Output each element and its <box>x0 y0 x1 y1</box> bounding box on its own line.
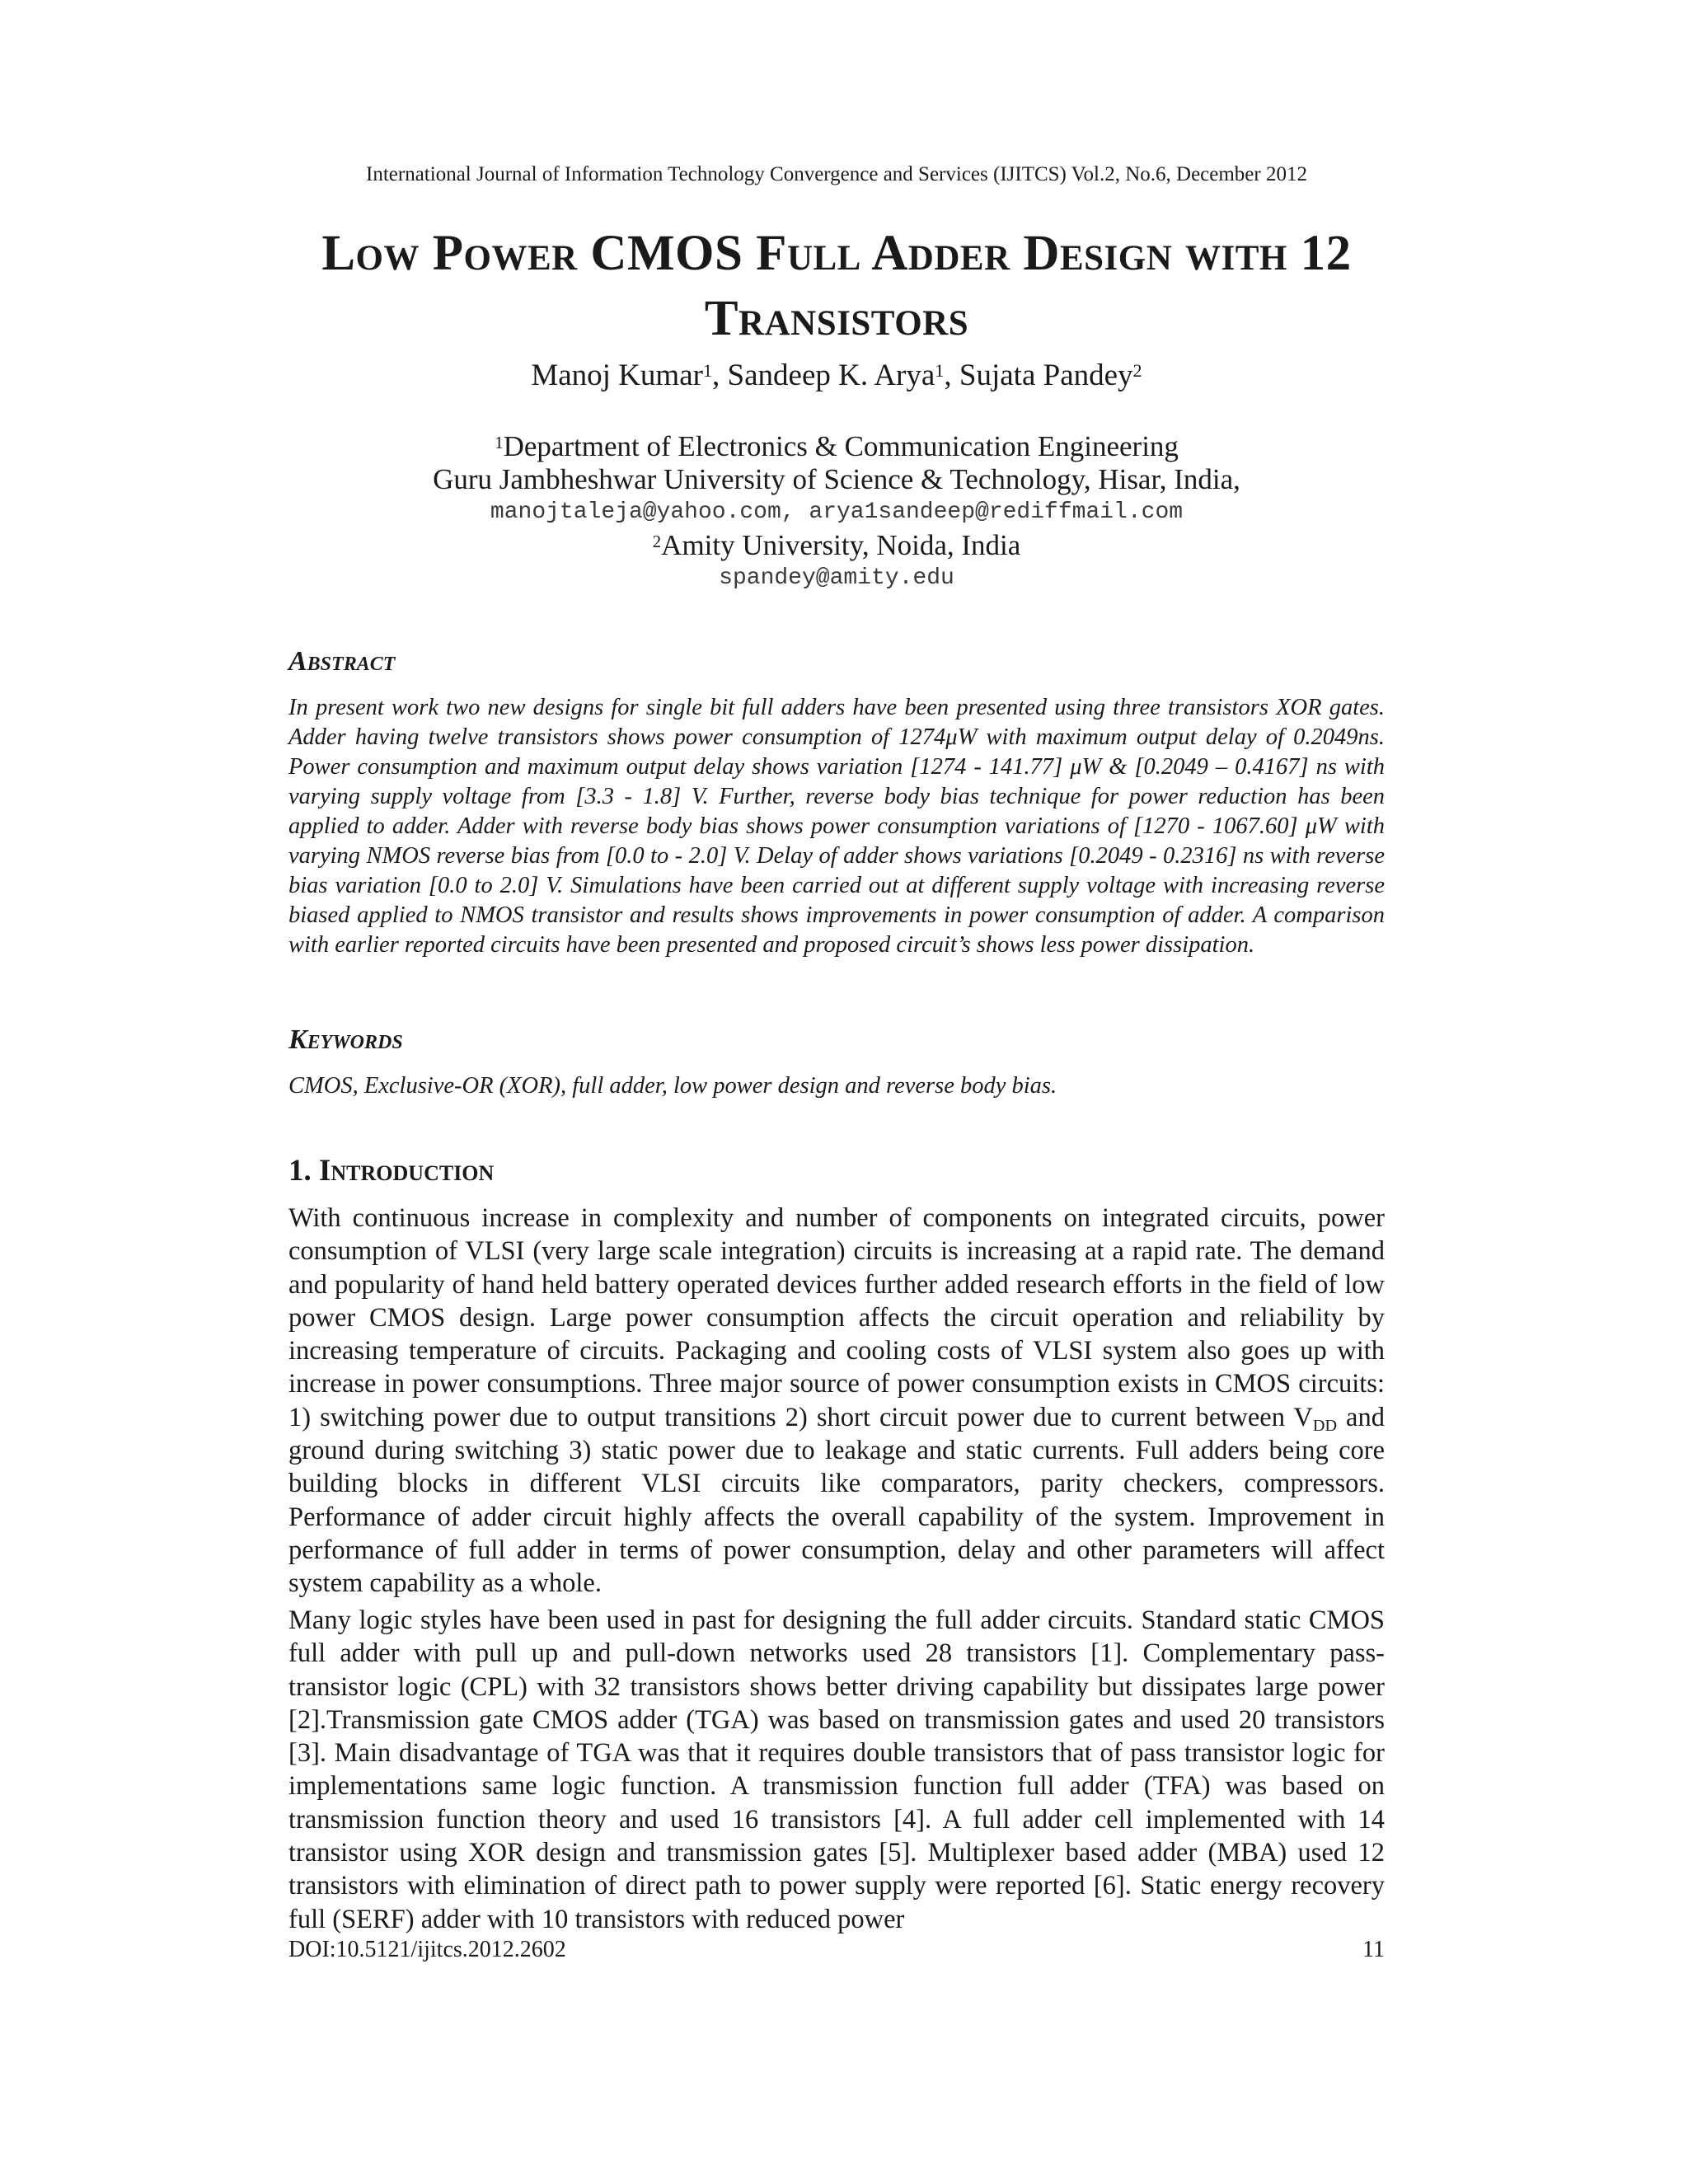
affiliation-mark: 2 <box>652 531 662 551</box>
doi-link[interactable]: DOI:10.5121/ijitcs.2012.2602 <box>288 1937 566 1962</box>
introduction-paragraph-1 <box>288 1202 1385 1601</box>
paragraph-text: and ground during switching 3) static power due to leakage and static currents. Full adders being core building blocks in different VLSI circuits like comparators, parity checkers, compressors. Performance of adder circuit highly affects the overall capability of the system. Improvement in performance of full adder in terms of power consumption, delay and other parameters will affect system capability as a whole. <box>288 1402 1385 1599</box>
author-name: Manoj Kumar <box>531 359 703 392</box>
affiliation-2 <box>288 529 1385 562</box>
abstract-heading: Abstract <box>288 646 396 677</box>
journal-header: International Journal of Information Technology Convergence and Services (IJITCS) Vol.2, No.6, December 2012 <box>366 163 1307 185</box>
affiliation-1-university: Guru Jambheshwar University of Science & Technology, Hisar, India, <box>433 463 1240 495</box>
paper-title <box>288 221 1385 351</box>
introduction-paragraph-2: Many logic styles have been used in past for designing the full adder circuits. Standard static CMOS full adder with pull up and pull-down networks used 28 transistors [1]. Complementary pass-transistor logic (CPL) with 32 transistors shows better driving capability but dissipates large power [2].Transmission gate CMOS adder (TGA) was based on transmission gates and used 20 transistors [3]. Main disadvantage of TGA was that it requires double transistors that of pass transistor logic for implementations same logic function. A transmission function full adder (TFA) was based on transmission function theory and used 16 transistors [4]. A full adder cell implemented with 14 transistor using XOR design and transmission gates [5]. Multiplexer based adder (MBA) used 12 transistors with elimination of direct path to power supply were reported [6]. Static energy recovery full (SERF) adder with 10 transistors with reduced power <box>288 1605 1385 1934</box>
affiliation-2-text: Amity University, Noida, India <box>661 529 1021 561</box>
title-line-1: Low Power CMOS Full Adder Design with 12 <box>321 226 1352 281</box>
affiliation-mark: 1 <box>495 432 504 452</box>
page-number: 11 <box>1362 1937 1385 1962</box>
author-affiliation-mark: 2 <box>1132 360 1142 382</box>
vdd-subscript: DD <box>1312 1416 1337 1435</box>
paragraph-text: With continuous increase in complexity and number of components on integrated circuits, power consumption of VLSI (very large scale integration) circuits is increasing at a rapid rate. The demand and popularity of hand held battery operated devices further added research efforts in the field of low power CMOS design. Large power consumption affects the circuit operation and reliability by increasing temperature of circuits. Packaging and cooling costs of VLSI system also goes up with increase in power consumptions. Three major source of power consumption exists in CMOS circuits: 1) switching power due to output transitions 2) short circuit power due to current between V <box>288 1203 1385 1432</box>
author-affiliation-mark: 1 <box>702 360 713 382</box>
keywords-body: CMOS, Exclusive-OR (XOR), full adder, low power design and reverse body bias. <box>288 1073 1057 1099</box>
author-affiliation-mark: 1 <box>935 360 945 382</box>
abstract-body: In present work two new designs for single bit full adders have been presented using three transistors XOR gates. Adder having twelve transistors shows power consumption of 1274μW with maximum output delay of 0.2049ns. Power consumption and maximum output delay shows variation [1274 - 141.77] μW & [0.2049 – 0.4167] ns with varying supply voltage from [3.3 - 1.8] V. Further, reverse body bias technique for power reduction has been applied to adder. Adder with reverse body bias shows power consumption variations of [1270 - 1067.60] μW with varying NMOS reverse bias from [0.0 to - 2.0] V. Delay of adder shows variations [0.2049 - 0.2316] ns with reverse bias variation [0.0 to 2.0] V. Simulations have been carried out at different supply voltage with increasing reverse biased applied to NMOS transistor and results shows improvements in power consumption of adder. A comparison with earlier reported circuits have been presented and proposed circuit’s shows less power dissipation. <box>288 695 1385 958</box>
affiliation-2-email: spandey@amity.edu <box>719 565 954 591</box>
affiliation-1-dept <box>288 430 1385 463</box>
author-name: Sandeep K. Arya <box>727 359 935 392</box>
introduction-heading: 1. Introduction <box>288 1154 495 1188</box>
affiliation-1-emails: manojtaleja@yahoo.com, arya1sandeep@rediffmail.com <box>490 499 1184 525</box>
author-name: Sujata Pandey <box>959 359 1133 392</box>
author-list: Manoj Kumar$^1$, Sandeep K. Arya$^1$, Sujata Pandey$^2$ <box>531 359 1142 392</box>
title-line-2: Transistors <box>704 291 969 346</box>
affiliations <box>288 430 1385 595</box>
affiliation-dept-text: Department of Electronics & Communication Engineering <box>503 430 1179 462</box>
keywords-heading: Keywords <box>288 1024 403 1055</box>
